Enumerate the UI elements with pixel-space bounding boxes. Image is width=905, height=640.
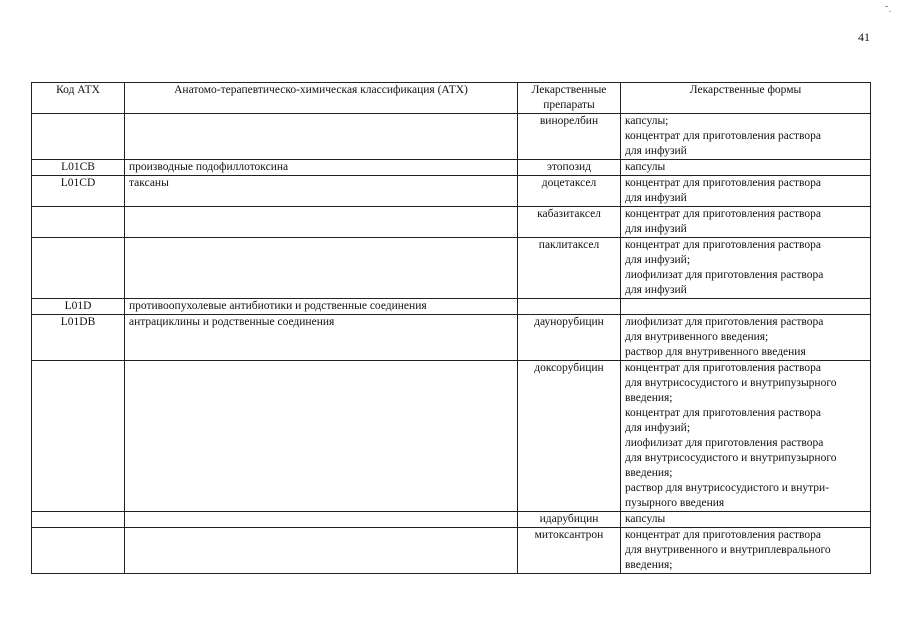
table-row: [32, 528, 871, 574]
form-line: концентрат для приготовления раствора: [625, 362, 821, 374]
header-classification: Анатомо-терапевтическо-химическая классификация (АТХ): [125, 83, 518, 114]
classification-cell: [125, 207, 518, 238]
form-line: для инфузий: [625, 223, 687, 235]
classification-cell: [125, 528, 518, 574]
form-line: для внутривенного и внутриплеврального: [625, 544, 831, 556]
atx-code-cell: L01CB: [32, 160, 125, 176]
table-row: [32, 114, 871, 160]
classification-cell: [125, 361, 518, 512]
atx-code-cell: [32, 114, 125, 160]
forms-cell: [621, 176, 871, 207]
atx-code-cell: [32, 528, 125, 574]
drug-cell: кабазитаксел: [518, 207, 621, 238]
form-line: введения;: [625, 467, 673, 479]
drug-cell: митоксантрон: [518, 528, 621, 574]
table-row: [32, 176, 871, 207]
form-line: для инфузий: [625, 145, 687, 157]
drug-cell: доцетаксел: [518, 176, 621, 207]
form-line: для инфузий;: [625, 422, 691, 434]
atx-code-cell: [32, 207, 125, 238]
classification-cell: антрациклины и родственные соединения: [125, 315, 518, 361]
form-line: концентрат для приготовления раствора: [625, 407, 821, 419]
form-line: концентрат для приготовления раствора: [625, 208, 821, 220]
page-number: 41: [858, 30, 870, 44]
form-line: для внутрисосудистого и внутрипузырного: [625, 377, 837, 389]
atx-code-cell: L01D: [32, 299, 125, 315]
table-row: [32, 361, 871, 512]
classification-cell: [125, 512, 518, 528]
scan-speck: [885, 6, 888, 7]
classification-cell: таксаны: [125, 176, 518, 207]
form-line: введения;: [625, 559, 673, 571]
table-row: [32, 207, 871, 238]
forms-cell: [621, 512, 871, 528]
form-line: капсулы: [625, 161, 666, 173]
header-code: Код АТХ: [32, 83, 125, 114]
form-line: концентрат для приготовления раствора: [625, 239, 821, 251]
table-row: [32, 315, 871, 361]
atx-code-cell: [32, 361, 125, 512]
table-row: [32, 299, 871, 315]
classification-cell: производные подофиллотоксина: [125, 160, 518, 176]
classification-cell: [125, 114, 518, 160]
form-line: введения;: [625, 392, 673, 404]
table-row: [32, 160, 871, 176]
drug-cell: паклитаксел: [518, 238, 621, 299]
drug-cell: идарубицин: [518, 512, 621, 528]
header-drugs: [518, 83, 621, 114]
forms-cell: [621, 114, 871, 160]
drug-cell: даунорубицин: [518, 315, 621, 361]
forms-cell: [621, 160, 871, 176]
forms-cell: [621, 315, 871, 361]
table-row: [32, 512, 871, 528]
form-line: концентрат для приготовления раствора: [625, 130, 821, 142]
header-drugs-line: препараты: [543, 99, 595, 111]
scan-speck: [889, 11, 891, 12]
classification-cell: [125, 238, 518, 299]
forms-cell: [621, 207, 871, 238]
form-line: лиофилизат для приготовления раствора: [625, 269, 824, 281]
form-line: концентрат для приготовления раствора: [625, 529, 821, 541]
forms-cell: [621, 299, 871, 315]
atx-table: [31, 82, 871, 574]
drug-cell: этопозид: [518, 160, 621, 176]
header-forms: Лекарственные формы: [621, 83, 871, 114]
form-line: для инфузий: [625, 192, 687, 204]
form-line: для внутрисосудистого и внутрипузырного: [625, 452, 837, 464]
form-line: концентрат для приготовления раствора: [625, 177, 821, 189]
form-line: для инфузий: [625, 284, 687, 296]
forms-cell: [621, 528, 871, 574]
form-line: для инфузий;: [625, 254, 691, 266]
form-line: капсулы;: [625, 115, 669, 127]
form-line: раствор для внутривенного введения: [625, 346, 806, 358]
header-drugs-line: Лекарственные: [531, 84, 607, 96]
form-line: раствор для внутрисосудистого и внутри-: [625, 482, 830, 494]
forms-cell: [621, 238, 871, 299]
atx-code-cell: L01CD: [32, 176, 125, 207]
table-header-row: [32, 83, 871, 114]
classification-cell: противоопухолевые антибиотики и родственные соединения: [125, 299, 518, 315]
drug-cell: винорелбин: [518, 114, 621, 160]
forms-cell: [621, 361, 871, 512]
form-line: лиофилизат для приготовления раствора: [625, 437, 824, 449]
drug-cell: доксорубицин: [518, 361, 621, 512]
atx-code-cell: L01DB: [32, 315, 125, 361]
form-line: пузырного введения: [625, 497, 725, 509]
drug-cell: [518, 299, 621, 315]
form-line: капсулы: [625, 513, 666, 525]
form-line: для внутривенного введения;: [625, 331, 769, 343]
form-line: лиофилизат для приготовления раствора: [625, 316, 824, 328]
table-body: [32, 114, 871, 574]
atx-code-cell: [32, 238, 125, 299]
atx-code-cell: [32, 512, 125, 528]
table-row: [32, 238, 871, 299]
